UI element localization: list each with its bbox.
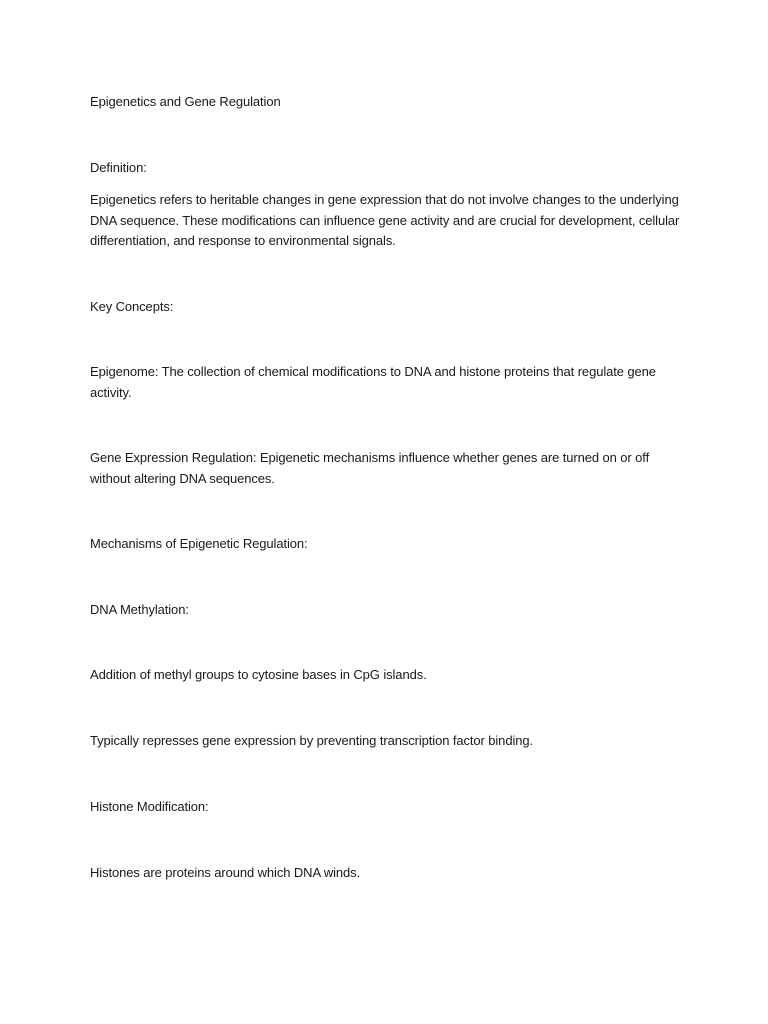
histone-modification-heading: Histone Modification: [90, 799, 209, 814]
represses-paragraph: Typically represses gene expression by preventing transcription factor binding. [90, 733, 534, 748]
epigenome-paragraph: Epigenome: The collection of chemical modifications to DNA and histone proteins that regulate gene activity. [90, 364, 656, 400]
mechanisms-heading: Mechanisms of Epigenetic Regulation: [90, 536, 308, 551]
definition-heading: Definition: [90, 160, 147, 175]
document-title: Epigenetics and Gene Regulation [90, 94, 281, 109]
histones-paragraph: Histones are proteins around which DNA winds. [90, 865, 361, 880]
key-concepts-heading: Key Concepts: [90, 299, 174, 314]
dna-methylation-heading: DNA Methylation: [90, 602, 189, 617]
methyl-groups-paragraph: Addition of methyl groups to cytosine bases in CpG islands. [90, 667, 427, 682]
gene-expression-paragraph: Gene Expression Regulation: Epigenetic mechanisms influence whether genes are turned on or off without altering DNA sequences. [90, 450, 650, 486]
definition-paragraph: Epigenetics refers to heritable changes in gene expression that do not involve changes to the underlying DNA sequence. These modifications can influence gene activity and are crucial for development, cellular differentiation, and response to environmental signals. [90, 192, 680, 248]
